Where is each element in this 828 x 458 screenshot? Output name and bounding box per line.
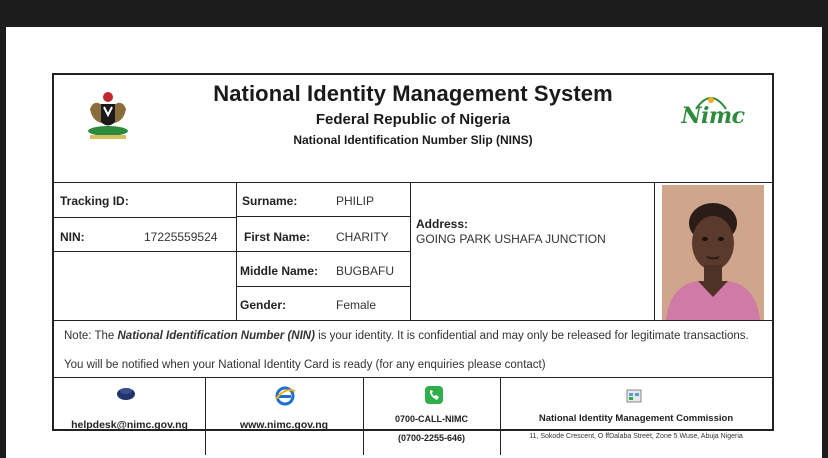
first-name-label: First Name: xyxy=(244,230,311,244)
confidentiality-note: Note: The National Identification Number (NIN) is your identity. It is confidential and may only be released for legitimate transactions. xyxy=(64,330,749,342)
phone-number-digits[interactable]: (0700-2255-646) xyxy=(397,433,466,443)
divider xyxy=(410,182,411,320)
slip-header xyxy=(54,75,772,156)
divider xyxy=(654,182,655,320)
divider xyxy=(54,217,236,218)
divider xyxy=(236,182,237,320)
divider xyxy=(54,251,236,252)
page-title: National Identity Management System xyxy=(213,81,613,106)
slip-title: National Identification Number Slip (NINS) xyxy=(293,133,533,147)
internet-icon xyxy=(274,385,296,407)
document-sheet xyxy=(6,27,822,458)
nin-value: 17225559524 xyxy=(144,230,218,244)
first-name-value: CHARITY xyxy=(336,230,389,244)
nin-label: NIN: xyxy=(60,230,85,244)
subtitle: Federal Republic of Nigeria xyxy=(315,111,511,128)
address-label: Address: xyxy=(416,217,469,231)
surname-label: Surname: xyxy=(242,194,298,208)
gender-value: Female xyxy=(336,298,377,312)
divider xyxy=(54,377,772,378)
organization-name: National Identity Management Commission xyxy=(538,413,734,424)
surname-value: PHILIP xyxy=(336,194,375,208)
divider xyxy=(236,251,410,252)
nin-slip xyxy=(52,73,774,443)
website-link[interactable]: www.nimc.gov.ng xyxy=(239,419,329,431)
middle-name-value: BUGBAFU xyxy=(336,264,395,278)
divider xyxy=(236,286,410,287)
tracking-id-label: Tracking ID: xyxy=(60,194,129,208)
divider xyxy=(54,320,772,321)
email-icon xyxy=(116,385,136,401)
nimc-logo-text: Nimc xyxy=(681,103,745,129)
organization-address: 11, Sokode Crescent, O ffDalaba Street, Zone 5 Wuse, Abuja Nigeria xyxy=(529,433,743,440)
middle-name-label: Middle Name: xyxy=(240,264,319,278)
divider xyxy=(205,377,206,455)
divider xyxy=(54,182,772,183)
divider xyxy=(236,216,410,217)
notification-note: You will be notified when your National Identity Card is ready (for any enquiries please contact) xyxy=(64,359,546,371)
office-icon xyxy=(626,387,642,403)
address-value: GOING PARK USHAFA JUNCTION xyxy=(416,232,606,246)
phone-number[interactable]: 0700-CALL-NIMC xyxy=(394,414,468,424)
nimc-logo-icon xyxy=(680,89,746,139)
phone-icon xyxy=(424,385,444,405)
passport-photo xyxy=(662,185,764,320)
helpdesk-email[interactable]: helpdesk@nimc.gov.ng xyxy=(71,419,188,431)
gender-label: Gender: xyxy=(240,298,287,312)
